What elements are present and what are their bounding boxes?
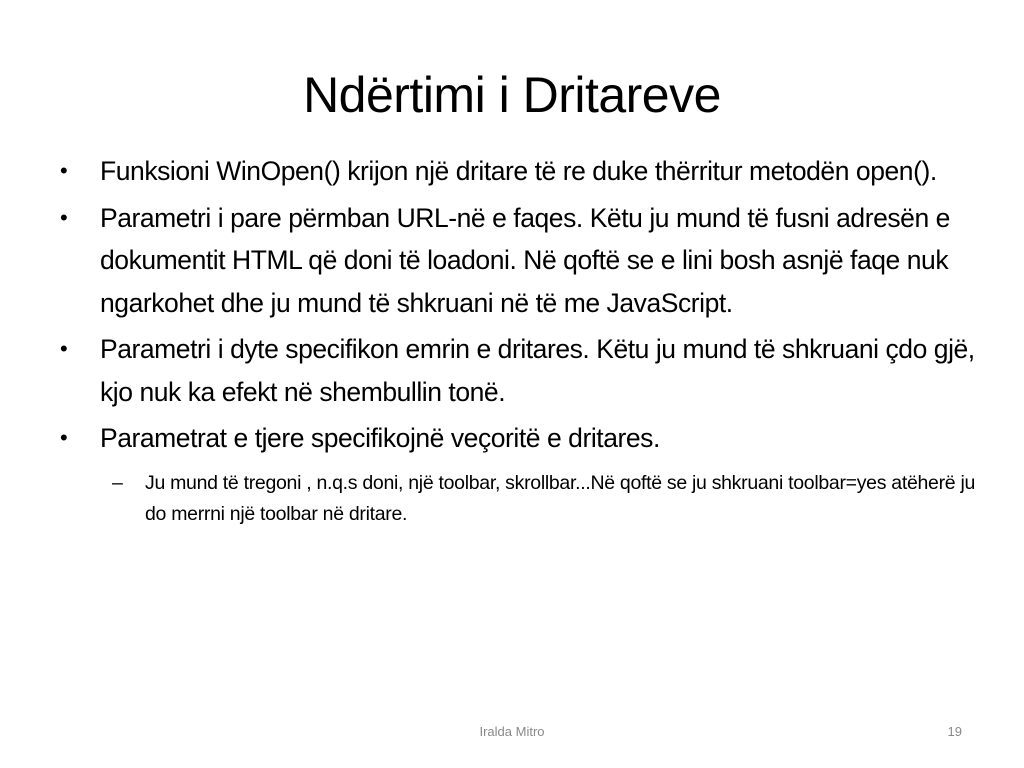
bullet-marker: •	[60, 204, 68, 230]
footer-page-number: 19	[947, 724, 962, 739]
bullet-text: Parametrat e tjere specifikojnë veçoritë e dritares.	[100, 423, 660, 453]
bullet-marker: •	[60, 158, 68, 183]
bullet-item	[60, 150, 992, 193]
bullet-marker: •	[60, 425, 68, 450]
slide-content	[60, 150, 992, 534]
sub-bullet-marker: –	[112, 471, 123, 494]
footer-author: Iralda Mitro	[479, 724, 545, 739]
sub-bullet-item	[60, 468, 992, 530]
bullet-marker: •	[60, 336, 68, 361]
bullet-item	[60, 197, 992, 325]
sub-bullet-list	[100, 468, 992, 530]
sub-bullet-text: Ju mund të tregoni , n.q.s doni, një toolbar, skrollbar...Në qoftë se ju shkruani toolbar=yes atëherë ju do merrni një toolbar në dritare.	[145, 471, 976, 525]
slide-title: Ndërtimi i Dritareve	[303, 67, 721, 123]
bullet-item	[60, 328, 992, 413]
bullet-text: Parametri i pare përmban URL-në e faqes. Këtu ju mund të fusni adresën e dokumentit HTML që doni të loadoni. Në qoftë se e lini bosh asnjë faqe nuk ngarkohet dhe ju mund të shkruani në të me JavaScript.	[100, 202, 950, 318]
bullet-item	[60, 417, 992, 530]
bullet-text: Funksioni WinOpen() krijon një dritare të re duke thërritur metodën open().	[100, 156, 937, 186]
bullet-text: Parametri i dyte specifikon emrin e dritares. Këtu ju mund të shkruani çdo gjë, kjo nuk ka efekt në shembullin tonë.	[100, 334, 975, 407]
bullet-list	[60, 150, 992, 530]
